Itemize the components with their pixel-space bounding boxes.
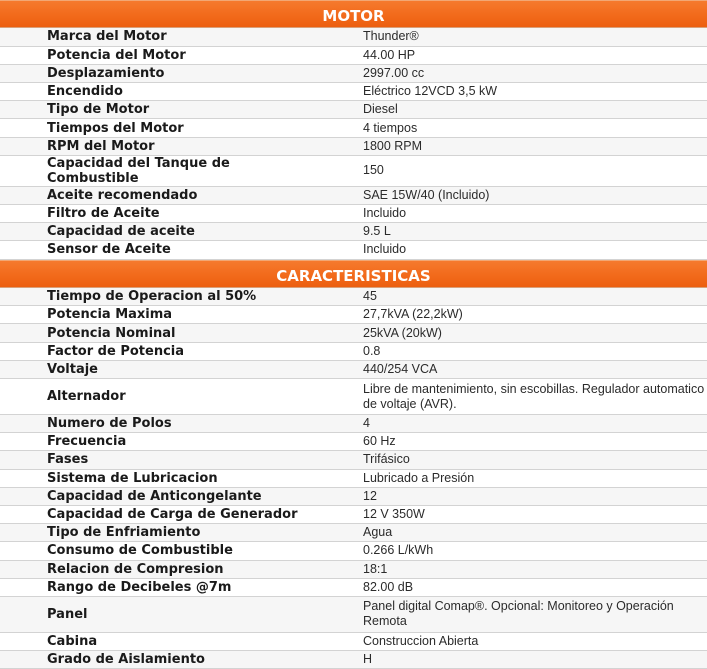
spec-label: Tiempos del Motor <box>0 119 317 137</box>
table-row <box>0 487 707 505</box>
spec-label: Tipo de Motor <box>0 101 317 119</box>
table-row <box>0 288 707 306</box>
spec-label: Marca del Motor <box>0 28 317 46</box>
spec-label: Rango de Decibeles @7m <box>0 578 317 596</box>
spec-label: Fases <box>0 451 317 469</box>
spec-value: Construccion Abierta <box>317 632 707 650</box>
spec-value: 0.8 <box>317 342 707 360</box>
table-row <box>0 342 707 360</box>
spec-value: Incluido <box>317 241 707 259</box>
spec-label: RPM del Motor <box>0 137 317 155</box>
spec-label: Capacidad del Tanque de Combustible <box>0 155 317 186</box>
spec-value: 9.5 L <box>317 223 707 241</box>
spec-value: 44.00 HP <box>317 46 707 64</box>
spec-label: Aceite recomendado <box>0 186 317 204</box>
table-row <box>0 578 707 596</box>
spec-value: Incluido <box>317 205 707 223</box>
caracteristicas-spec-table <box>0 288 707 669</box>
spec-value: 1800 RPM <box>317 137 707 155</box>
table-row <box>0 241 707 259</box>
table-row <box>0 524 707 542</box>
spec-value: 150 <box>317 155 707 186</box>
spec-value: 60 Hz <box>317 433 707 451</box>
spec-label: Cabina <box>0 632 317 650</box>
spec-value: H <box>317 651 707 669</box>
spec-value: Thunder® <box>317 28 707 46</box>
spec-label: Sistema de Lubricacion <box>0 469 317 487</box>
table-row <box>0 505 707 523</box>
spec-value: 4 tiempos <box>317 119 707 137</box>
table-row <box>0 451 707 469</box>
spec-value: 4 <box>317 415 707 433</box>
spec-label: Alternador <box>0 379 317 415</box>
spec-label: Voltaje <box>0 360 317 378</box>
spec-value: SAE 15W/40 (Incluido) <box>317 186 707 204</box>
spec-value: Libre de mantenimiento, sin escobillas. Regulador automatico de voltaje (AVR). <box>317 379 707 415</box>
table-row <box>0 379 707 415</box>
spec-label: Potencia del Motor <box>0 46 317 64</box>
spec-value: Agua <box>317 524 707 542</box>
spec-label: Filtro de Aceite <box>0 205 317 223</box>
table-row <box>0 433 707 451</box>
spec-value: 12 V 350W <box>317 505 707 523</box>
spec-label: Capacidad de aceite <box>0 223 317 241</box>
table-row <box>0 469 707 487</box>
table-row <box>0 155 707 186</box>
spec-value: Eléctrico 12VCD 3,5 kW <box>317 83 707 101</box>
section-header-caracteristicas: CARACTERISTICAS <box>0 260 707 288</box>
spec-value: 45 <box>317 288 707 306</box>
table-row <box>0 542 707 560</box>
spec-value: 0.266 L/kWh <box>317 542 707 560</box>
spec-label: Panel <box>0 596 317 632</box>
table-row <box>0 324 707 342</box>
spec-label: Grado de Aislamiento <box>0 651 317 669</box>
table-row <box>0 223 707 241</box>
spec-value: Panel digital Comap®. Opcional: Monitoreo y Operación Remota <box>317 596 707 632</box>
table-row <box>0 46 707 64</box>
spec-value: 27,7kVA (22,2kW) <box>317 306 707 324</box>
motor-spec-table <box>0 28 707 260</box>
table-row <box>0 560 707 578</box>
spec-value: Trifásico <box>317 451 707 469</box>
table-row <box>0 28 707 46</box>
spec-value: Lubricado a Presión <box>317 469 707 487</box>
section-header-motor: MOTOR <box>0 0 707 28</box>
spec-label: Factor de Potencia <box>0 342 317 360</box>
spec-label: Tiempo de Operacion al 50% <box>0 288 317 306</box>
spec-label: Relacion de Compresion <box>0 560 317 578</box>
table-row <box>0 119 707 137</box>
spec-label: Consumo de Combustible <box>0 542 317 560</box>
table-row <box>0 137 707 155</box>
spec-label: Capacidad de Anticongelante <box>0 487 317 505</box>
spec-label: Numero de Polos <box>0 415 317 433</box>
spec-label: Frecuencia <box>0 433 317 451</box>
spec-label: Tipo de Enfriamiento <box>0 524 317 542</box>
spec-label: Sensor de Aceite <box>0 241 317 259</box>
spec-label: Capacidad de Carga de Generador <box>0 505 317 523</box>
table-row <box>0 101 707 119</box>
spec-value: 12 <box>317 487 707 505</box>
table-row <box>0 83 707 101</box>
spec-value: 2997.00 cc <box>317 64 707 82</box>
spec-value: 440/254 VCA <box>317 360 707 378</box>
table-row <box>0 306 707 324</box>
table-row <box>0 415 707 433</box>
spec-value: 82.00 dB <box>317 578 707 596</box>
table-row <box>0 596 707 632</box>
spec-value: 25kVA (20kW) <box>317 324 707 342</box>
table-row <box>0 651 707 669</box>
table-row <box>0 360 707 378</box>
table-row <box>0 205 707 223</box>
table-row <box>0 632 707 650</box>
table-row <box>0 64 707 82</box>
spec-label: Encendido <box>0 83 317 101</box>
spec-label: Desplazamiento <box>0 64 317 82</box>
spec-value: 18:1 <box>317 560 707 578</box>
spec-label: Potencia Maxima <box>0 306 317 324</box>
spec-value: Diesel <box>317 101 707 119</box>
spec-label: Potencia Nominal <box>0 324 317 342</box>
table-row <box>0 186 707 204</box>
